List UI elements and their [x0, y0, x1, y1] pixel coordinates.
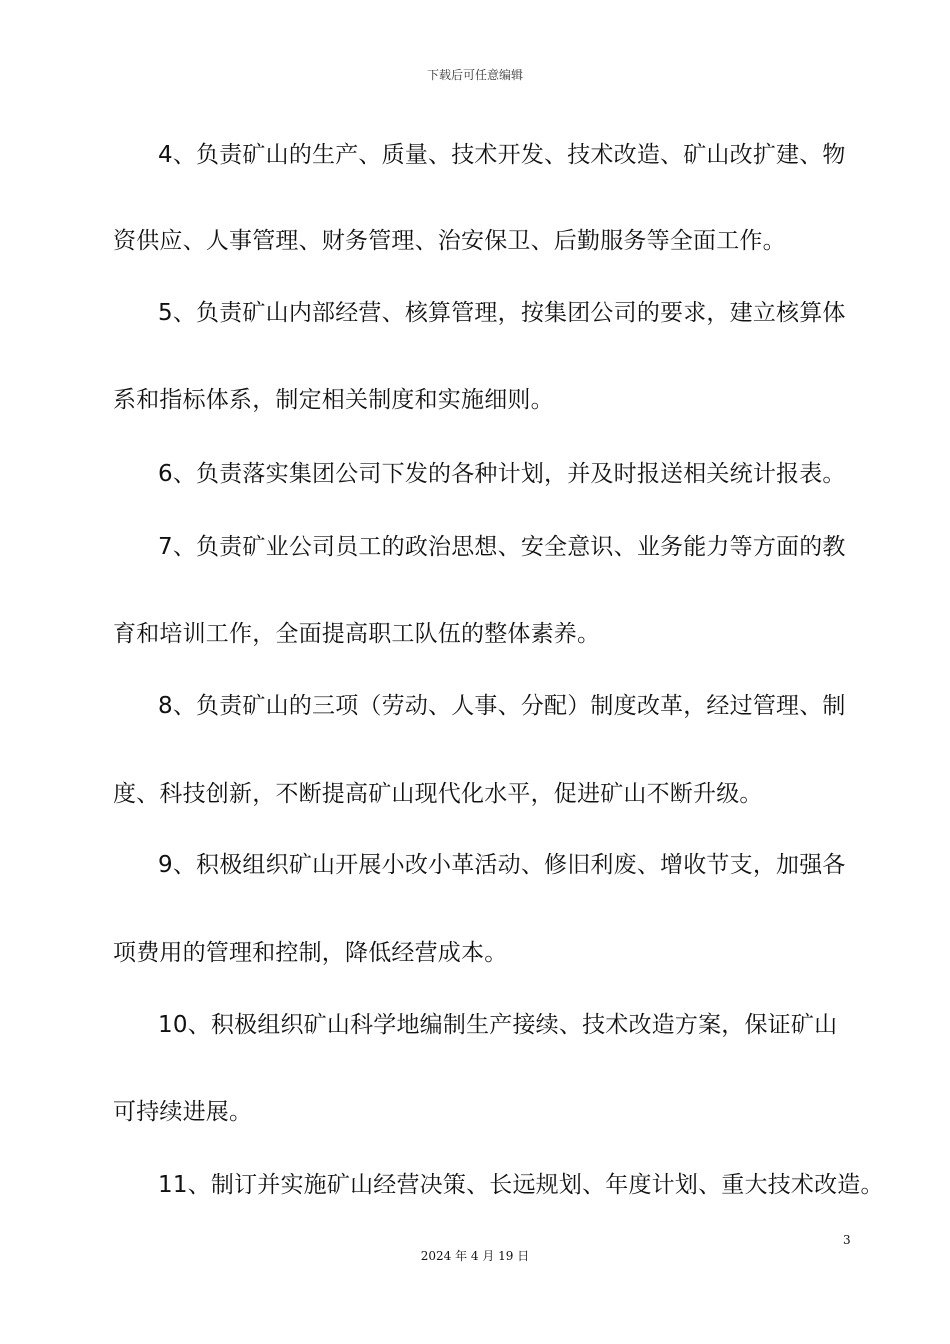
paragraph-5-line-2: 系和指标体系，制定相关制度和实施细则。 [113, 387, 554, 413]
paragraph-4-line-1: 4、负责矿山的生产、质量、技术开发、技术改造、矿山改扩建、物 [158, 142, 846, 168]
paragraph-5-line-1: 5、负责矿山内部经营、核算管理，按集团公司的要求，建立核算体 [158, 300, 846, 326]
footer-date: 2024 年 4 月 19 日 [420, 1249, 530, 1263]
paragraph-10-line-1: 10、积极组织矿山科学地编制生产接续、技术改造方案，保证矿山 [158, 1012, 838, 1038]
header-note: 下载后可任意编辑 [426, 68, 523, 82]
paragraph-6-line-1: 6、负责落实集团公司下发的各种计划，并及时报送相关统计报表。 [158, 461, 846, 487]
paragraph-8-line-2: 度、科技创新，不断提高矿山现代化水平，促进矿山不断升级。 [113, 781, 763, 807]
paragraph-8-line-1: 8、负责矿山的三项（劳动、人事、分配）制度改革，经过管理、制 [158, 693, 846, 719]
paragraph-10-line-2: 可持续进展。 [113, 1099, 253, 1125]
paragraph-9-line-2: 项费用的管理和控制，降低经营成本。 [113, 940, 508, 966]
paragraph-7-line-1: 7、负责矿业公司员工的政治思想、安全意识、业务能力等方面的教 [158, 534, 846, 560]
paragraph-9-line-1: 9、积极组织矿山开展小改小革活动、修旧利废、增收节支，加强各 [158, 852, 846, 878]
paragraph-11-line-1: 11、制订并实施矿山经营决策、长远规划、年度计划、重大技术改造。 [158, 1172, 884, 1198]
paragraph-4-line-2: 资供应、人事管理、财务管理、治安保卫、后勤服务等全面工作。 [113, 228, 786, 254]
paragraph-7-line-2: 育和培训工作，全面提高职工队伍的整体素养。 [113, 621, 601, 647]
page-number: 3 [843, 1233, 851, 1247]
